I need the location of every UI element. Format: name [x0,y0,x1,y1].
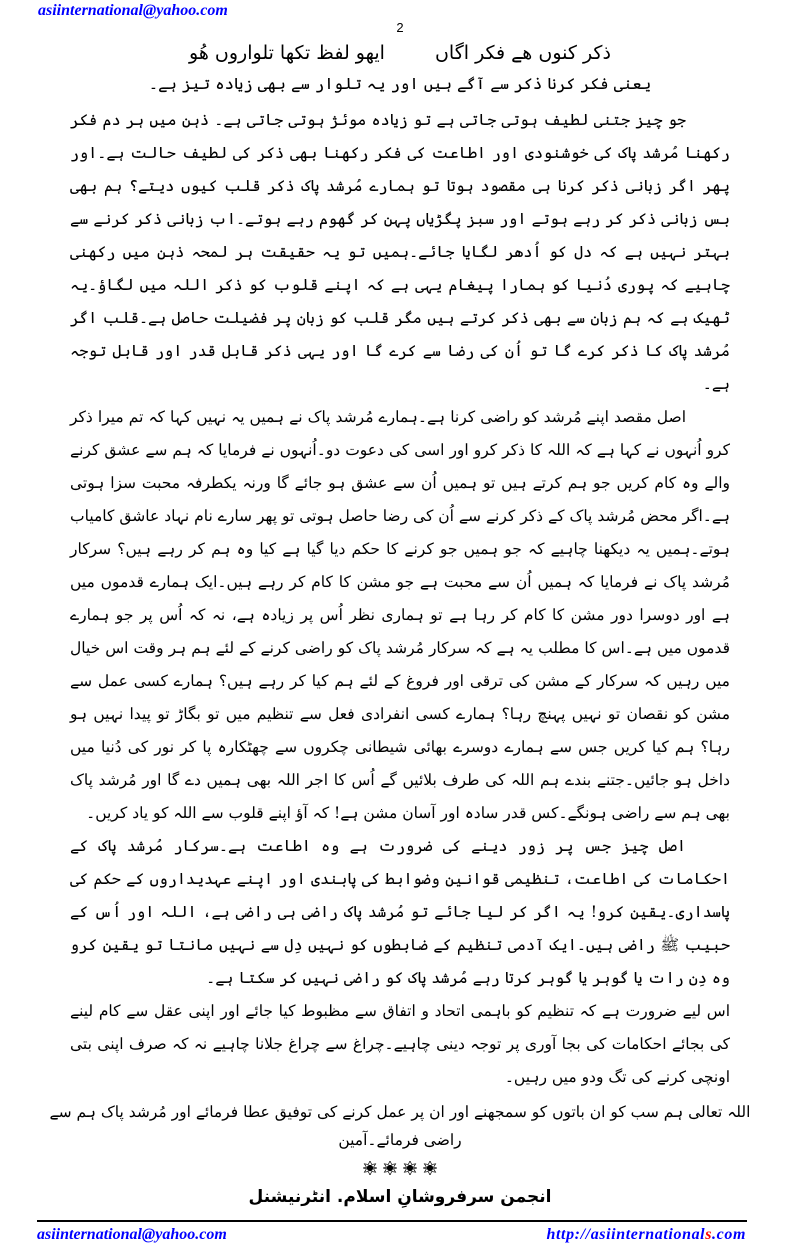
footer-website-link[interactable] [546,1225,746,1245]
url-suffix: .com [712,1226,746,1243]
organization-name: انجمن سرفروشانِ اسلام. انٹرنیشنل [248,1187,552,1207]
couplet-first-half: ذکر کنوں ھے فکر اگاں [434,42,611,64]
page-spacer [0,1210,800,1220]
closing-prayer: اللہ تعالی ہم سب کو ان باتوں کو سمجھنے اور ان پر عمل کرنے کی توفیق عطا فرمائے اور مُرشد پاک ہم سے راضی فرمائے۔آمین [49,1103,751,1149]
page-number: 2 [396,20,404,35]
star-ornament-icon [363,1161,377,1175]
header-email-link[interactable]: asiinternational@yahoo.com [38,2,228,19]
url-accent-letter: s [705,1226,713,1243]
ornament-divider [0,1158,800,1178]
couplet-translation: یعنی فکر کرنا ذکر سے آگے ہیں اور یہ تلوار سے بھی زیادہ تیز ہے۔ [148,74,652,93]
paragraph: اصل چیز جس پر زور دینے کی ضرورت ہے وہ اطاعت ہے۔سرکار مُرشد پاک کے احکامات کی اطاعت، تنظیمی قوانین وضوابط کی پابندی اور اپنے عہدیداروں کے حکم کی پاسداری۔یقین کرو! یہ اگر کر لیا جائے تو مُرشد پاک راضی ہی راضی ہے، اللہ اور اُس کے حبیب ﷺ راضی ہیں۔ایک آدمی تنظیم کے ضابطوں کو نہیں دِل سے نہیں مانتا تو یقین کرو وہ دِن رات یا گوہر یا گوہر کرتا رہے مُرشد پاک کو راضی نہیں کر سکتا ہے۔ [70,837,730,987]
footer [37,1225,746,1245]
couplet-second-half: ایھو لفظ تکھا تلواروں ھُو [189,42,385,64]
paragraph: اس لیے ضرورت ہے کہ تنظیم کو باہمی اتحاد و اتفاق سے مظبوط کیا جائے اور اپنی عقل سے کام لینے کی بجائے احکامات کی بجا آوری پر توجہ دینی چاہیے۔چراغ سے چراغ جلانا چاہیے نہ کہ صرف اپنی بتی اونچی کرنے کی تگ ودو میں رہیں۔ [70,1002,730,1086]
couplet-heading [0,38,800,68]
footer-email-link[interactable]: asiinternational@yahoo.com [37,1226,227,1243]
star-ornament-icon [423,1161,437,1175]
article-body [70,104,730,1094]
paragraph: جو چیز جتنی لطیف ہوتی جاتی ہے تو زیادہ موئژ ہوتی جاتی ہے۔ ذہن میں ہر دم فکر رکھنا مُرشد پاک کی خوشنودی اور اطاعت کی فکر رکھنا بھی ذکر کی لطیف حالت ہے۔اور پھر اگر زبانی ذکر کرنا ہی مقصود ہوتا تو ہمارے مُرشد پاک ذکر قلب کیوں دیتے؟ ہم بھی بس زبانی ذکر کر رہے ہوتے اور سبز پگڑیاں پہن کر گھوم رہے ہوتے۔اب زبانی ذکر کرنے سے بہتر نہیں ہے کہ دل کو اُدھر لگایا جائے۔ہمیں تو یہ حقیقت ہر لمحہ ذہن میں رکھنی چاہیے کہ پوری دُنیا کو ہمارا پیغام یہی ہے کہ اپنے قلوب کو ذکر اللہ میں لگاؤ۔یہ ٹھیک ہے کہ ہم زبان سے بھی ذکر کرتے ہیں مگر قلب کو زبان پر فضیلت حاصل ہے۔قلب اگر مُرشد پاک کا ذکر کرے گا تو اُن کی رضا سے کرے گا اور یہی ذکر قابل قدر اور قابل توجہ ہے۔ [70,111,730,393]
url-prefix: http://asiinternational [546,1226,706,1243]
footer-divider [37,1220,747,1222]
star-ornament-icon [383,1161,397,1175]
star-ornament-icon [403,1161,417,1175]
paragraph: اصل مقصد اپنے مُرشد کو راضی کرنا ہے۔ہمارے مُرشد پاک نے ہمیں یہ نہیں کہا کہ تم میرا ذکر کرو اُنہوں نے کہا ہے کہ اللہ کا ذکر کرو اور اسی کی دعوت دو۔اُنہوں نے فرمایا کہ ہم سے عشق کرنے والے وہ کام کریں جو ہم کرتے ہیں تو ہمیں اُن سے عشق ہو جائے گا ورنہ یکطرفہ محبت سزا ہوتی ہے۔اگر محض مُرشد پاک کے ذکر کرنے سے اُن کی رضا حاصل ہوتی تو پھر سارے نام نہاد عاشق کامیاب ہوتے۔ہمیں یہ دیکھنا چاہیے کہ جو ہمیں جو کرنے کا حکم دیا گیا ہے کیا وہ ہم کر رہے ہیں؟ سرکار مُرشد پاک نے فرمایا کہ ہمیں اُن سے محبت ہے جو مشن کا کام کر رہے ہیں۔ایک ہمارے قدموں میں ہے اور دوسرا دور مشن کا کام کر رہا ہے تو ہماری نظر اُس پر زیادہ ہے، نہ کہ اُس پر جو ہمارے قدموں میں ہے۔اس کا مطلب یہ ہے کہ سرکار مُرشد پاک کو راضی کرنے کے لئے ہم ہر وقت اس خیال میں رہیں کہ سرکار کے مشن کی ترقی اور فروغ کے لئے ہم کیا کر رہے ہیں؟ ہمارے کسی عمل سے مشن کو نقصان تو نہیں پہنچ رہا؟ ہمارے کسی انفرادی فعل سے تنظیم میں تو بگاڑ تو پیدا نہیں ہو رہا؟ ہم کیا کریں جس سے ہمارے دوسرے بھائی شیطانی چکروں سے چھٹکارہ پا کر نور کی دُنیا میں داخل ہو جائیں۔جتنے بندے ہم اللہ کی طرف بلائیں گے اُس کا اجر اللہ بھی ہمیں دے گا اور مُرشد پاک بھی ہم سے راضی ہونگے۔کس قدر سادہ اور آسان مشن ہے! کہ آؤ اپنے قلوب سے اللہ کو یاد کریں۔ [70,408,730,822]
